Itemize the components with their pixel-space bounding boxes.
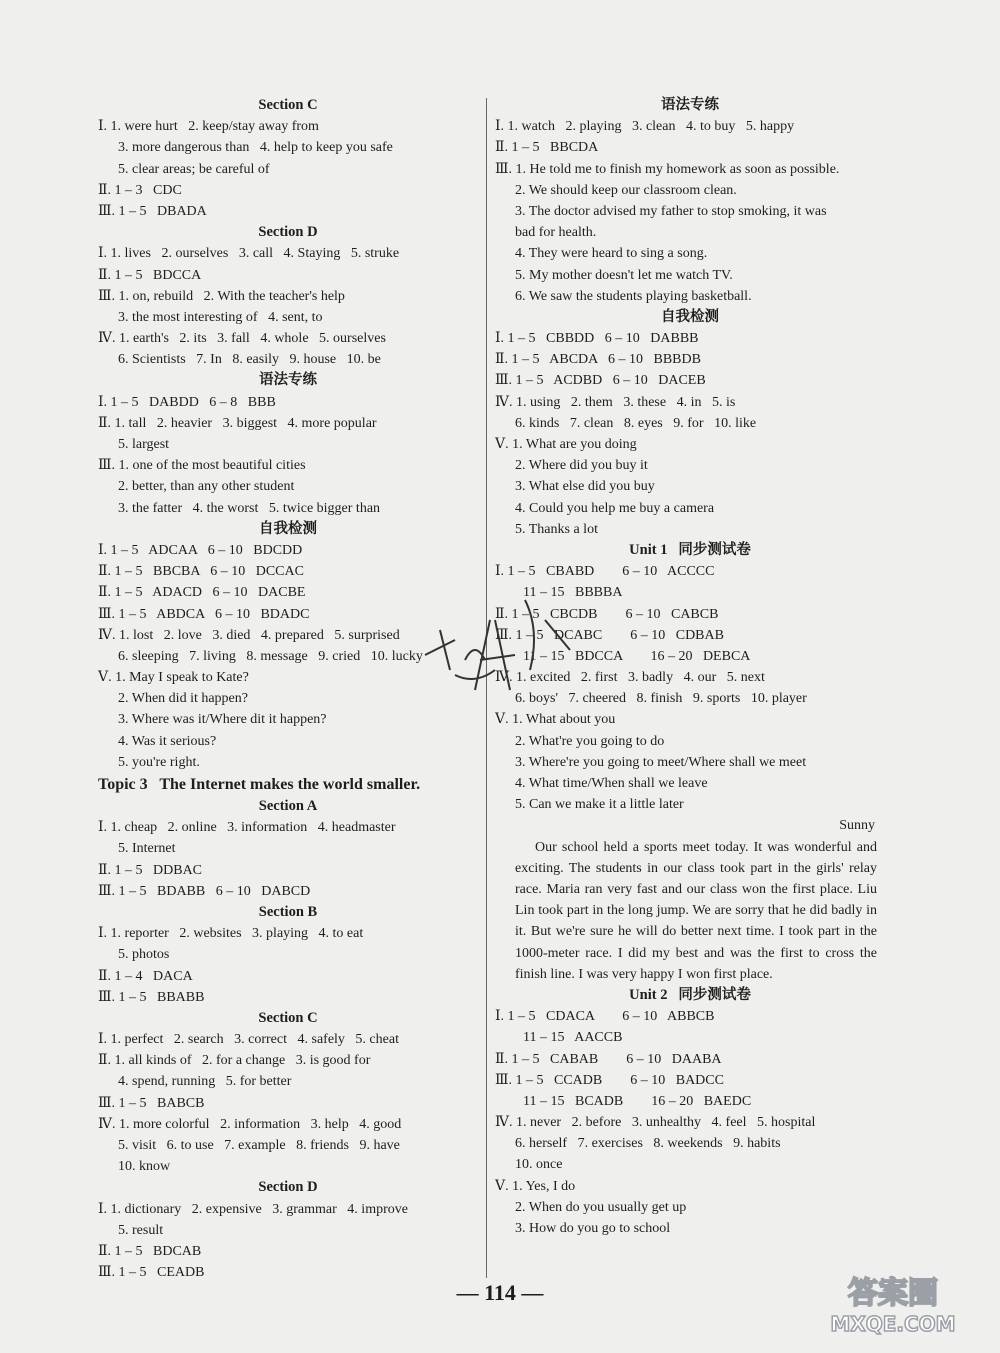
answer-line: 2. better, than any other student <box>118 479 295 495</box>
answer-line: 6. boys' 7. cheered 8. finish 9. sports 10. player <box>515 691 807 707</box>
watermark-cn: 答案圈 <box>848 1276 938 1311</box>
answer-line: Ⅱ. 1 – 5 BBCBA 6 – 10 DCCAC <box>98 564 304 580</box>
answer-line: Ⅴ. 1. Yes, I do <box>495 1178 576 1194</box>
answer-line: 2. We should keep our classroom clean. <box>515 182 737 198</box>
answer-line: Ⅱ. 1 – 5 DDBAC <box>98 862 203 878</box>
answer-line: Ⅱ. 1 – 4 DACA <box>98 968 193 984</box>
answer-line: Ⅱ. 1 – 5 ABCDA 6 – 10 BBBDB <box>495 352 701 368</box>
answer-line: 2. When do you usually get up <box>515 1199 687 1215</box>
answer-line: 6. kinds 7. clean 8. eyes 9. for 10. like <box>515 415 757 431</box>
answer-line: Ⅱ. 1 – 5 CBCDB 6 – 10 CABCB <box>495 606 719 622</box>
answer-line: 11 – 15 BCADB 16 – 20 BAEDC <box>523 1093 752 1109</box>
section-heading: Unit 1 同步测试卷 <box>629 541 751 558</box>
answer-line: Ⅱ. 1 – 5 ADACD 6 – 10 DACBE <box>98 585 306 601</box>
answer-line: Ⅱ. 1. tall 2. heavier 3. biggest 4. more popular <box>98 415 377 431</box>
section-heading: 自我检测 <box>661 308 719 325</box>
section-heading: Unit 2 同步测试卷 <box>629 986 751 1003</box>
answer-line: Ⅳ. 1. more colorful 2. information 3. help 4. good <box>98 1116 402 1132</box>
answer-line: Ⅰ. 1. watch 2. playing 3. clean 4. to buy 5. happy <box>495 119 795 135</box>
answer-line: 4. spend, running 5. for better <box>118 1074 292 1090</box>
answer-line: Ⅲ. 1 – 5 BBABB <box>98 989 205 1005</box>
answer-line: 4. What time/When shall we leave <box>515 776 708 791</box>
answer-line: 11 – 15 BBBBA <box>523 585 623 601</box>
answer-line: Ⅱ. 1 – 5 BDCAB <box>98 1243 202 1259</box>
answer-line: Ⅰ. 1. lives 2. ourselves 3. call 4. Staying 5. struke <box>98 246 400 262</box>
answer-line: 5. largest <box>118 437 170 452</box>
watermark-logo <box>808 1269 978 1339</box>
answer-line: Ⅰ. 1. perfect 2. search 3. correct 4. safely 5. cheat <box>98 1032 399 1048</box>
answer-line: 3. the most interesting of 4. sent, to <box>118 309 323 325</box>
answer-line: 2. When did it happen? <box>118 691 248 707</box>
answer-line: 2. Where did you buy it <box>515 458 648 474</box>
answer-line: Ⅲ. 1. on, rebuild 2. With the teacher's help <box>98 288 345 304</box>
watermark-en: MXQE.COM <box>830 1312 956 1336</box>
answer-line: 3. What else did you buy <box>515 479 655 495</box>
answer-line: 3. Where was it/Where dit it happen? <box>118 712 327 728</box>
page-number: — 114 — <box>456 1280 544 1305</box>
section-heading: Section A <box>258 798 318 814</box>
answer-line: Ⅲ. 1 – 5 BDABB 6 – 10 DABCD <box>98 883 311 899</box>
answer-line: 5. Can we make it a little later <box>515 797 684 813</box>
answer-line: Ⅰ. 1. cheap 2. online 3. information 4. headmaster <box>98 820 396 836</box>
section-heading: Section B <box>258 903 318 920</box>
answer-line: Ⅰ. 1 – 5 CDACA 6 – 10 ABBCB <box>495 1009 715 1025</box>
answer-line: Ⅱ. 1 – 3 CDC <box>98 182 182 198</box>
answer-line: Ⅴ. 1. What about you <box>495 712 616 728</box>
answer-line: 5. Thanks a lot <box>515 521 598 537</box>
answer-line: 5. My mother doesn't let me watch TV. <box>515 267 733 283</box>
answer-line: Ⅴ. 1. What are you doing <box>495 437 637 452</box>
answer-line: Ⅲ. 1 – 5 ABDCA 6 – 10 BDADC <box>98 606 310 622</box>
diary-weather: Sunny <box>839 818 875 834</box>
answer-line: Ⅱ. 1. all kinds of 2. for a change 3. is good for <box>98 1053 371 1069</box>
section-heading: Section C <box>258 97 318 113</box>
answer-line: Ⅰ. 1 – 5 ADCAA 6 – 10 BDCDD <box>98 542 303 558</box>
answer-line: 11 – 15 AACCB <box>523 1030 623 1046</box>
answer-line: Ⅰ. 1 – 5 DABDD 6 – 8 BBB <box>98 394 276 410</box>
answer-line: 5. photos <box>118 947 170 963</box>
answer-line: 6. herself 7. exercises 8. weekends 9. habits <box>515 1136 781 1152</box>
answer-line: Ⅲ. 1. He told me to finish my homework as soon as possible. <box>495 161 840 177</box>
answer-line: Ⅳ. 1. using 2. them 3. these 4. in 5. is <box>495 394 736 410</box>
answer-line: 6. Scientists 7. In 8. easily 9. house 10. be <box>118 352 381 368</box>
answer-line: 10. know <box>118 1159 171 1175</box>
answer-line: Ⅲ. 1 – 5 DBADA <box>98 203 207 219</box>
answer-line: 3. the fatter 4. the worst 5. twice bigger than <box>118 500 381 516</box>
section-heading: 自我检测 <box>259 520 317 537</box>
answer-line: 5. clear areas; be careful of <box>118 161 270 177</box>
answer-line: Ⅲ. 1. one of the most beautiful cities <box>98 458 306 474</box>
section-heading: Section C <box>258 1009 318 1026</box>
answer-line: 4. Could you help me buy a camera <box>515 500 715 516</box>
answer-line: Ⅰ. 1. dictionary 2. expensive 3. grammar 4. improve <box>98 1201 408 1217</box>
section-heading: 语法专练 <box>259 372 317 389</box>
answer-line: 5. Internet <box>118 841 176 857</box>
answer-line: Ⅳ. 1. earth's 2. its 3. fall 4. whole 5. ourselves <box>98 331 386 347</box>
answer-line: Ⅱ. 1 – 5 BDCCA <box>98 267 202 283</box>
answer-line: Ⅳ. 1. never 2. before 3. unhealthy 4. feel 5. hospital <box>495 1115 816 1131</box>
answer-line: Ⅴ. 1. May I speak to Kate? <box>98 670 249 686</box>
answer-line: Ⅱ. 1 – 5 BBCDA <box>495 140 599 156</box>
pen-scribble <box>395 560 635 710</box>
section-heading: Section D <box>258 1179 318 1196</box>
answer-line: 5. visit 6. to use 7. example 8. friends 9. have <box>118 1138 400 1153</box>
answer-line: 10. once <box>515 1157 563 1173</box>
answer-line: 5. result <box>118 1222 164 1238</box>
diary-body: Our school held a sports meet today. It was wonderful and exciting. The students in our class took part in the girls' relay race. Maria ran very fast and our class won the first place. Liu Lin took part in the long jump. We are sorry that he did badly in it. But we're sure he will do better next time. I took part in the 1000-meter race. I did my best and was the first to cross the finish line. I was very happy I won first place. <box>515 839 877 982</box>
answer-line: 3. more dangerous than 4. help to keep you safe <box>118 140 393 156</box>
answer-line: bad for health. <box>515 225 597 241</box>
section-heading: 语法专练 <box>661 97 719 113</box>
answer-line: Ⅳ. 1. excited 2. first 3. badly 4. our 5. next <box>495 670 765 686</box>
answer-line: Ⅲ. 1 – 5 ACDBD 6 – 10 DACEB <box>495 373 706 389</box>
answer-line: 2. What're you going to do <box>515 733 665 749</box>
answer-line: 5. you're right. <box>118 754 200 770</box>
answer-line: 3. Where're you going to meet/Where shall we meet <box>515 754 807 770</box>
answer-line: 4. They were heard to sing a song. <box>515 246 708 262</box>
answer-line: Ⅲ. 1 – 5 BABCB <box>98 1095 205 1111</box>
answer-line: 4. Was it serious? <box>118 733 217 749</box>
answer-line: 11 – 15 BDCCA 16 – 20 DEBCA <box>523 648 751 664</box>
answer-line: 6. We saw the students playing basketball. <box>515 288 752 304</box>
right-bottom-block <box>495 985 885 1239</box>
answer-line: Ⅰ. 1 – 5 CBABD 6 – 10 ACCCC <box>495 564 715 580</box>
answer-line: Ⅰ. 1. reporter 2. websites 3. playing 4. to eat <box>98 926 364 942</box>
answer-line: Ⅰ. 1. were hurt 2. keep/stay away from <box>98 119 319 135</box>
answer-line: Ⅲ. 1 – 5 CCADB 6 – 10 BADCC <box>495 1072 724 1088</box>
section-heading: Section D <box>258 224 318 241</box>
answer-line: Ⅲ. 1 – 5 DCABC 6 – 10 CDBAB <box>495 627 724 643</box>
answer-line: Ⅱ. 1 – 5 CABAB 6 – 10 DAABA <box>495 1051 722 1067</box>
answer-line: 6. sleeping 7. living 8. message 9. cried 10. lucky <box>118 648 423 664</box>
diary-header <box>495 815 885 836</box>
answer-line: Ⅰ. 1 – 5 CBBDD 6 – 10 DABBB <box>495 331 699 347</box>
topic-title: Topic 3 The Internet makes the world smaller. <box>98 776 421 793</box>
answer-line: 3. How do you go to school <box>515 1221 671 1237</box>
answer-line: Ⅳ. 1. lost 2. love 3. died 4. prepared 5. surprised <box>98 627 400 643</box>
answer-line: Ⅲ. 1 – 5 CEADB <box>98 1265 205 1281</box>
answer-line: 3. The doctor advised my father to stop smoking, it was <box>515 203 827 219</box>
